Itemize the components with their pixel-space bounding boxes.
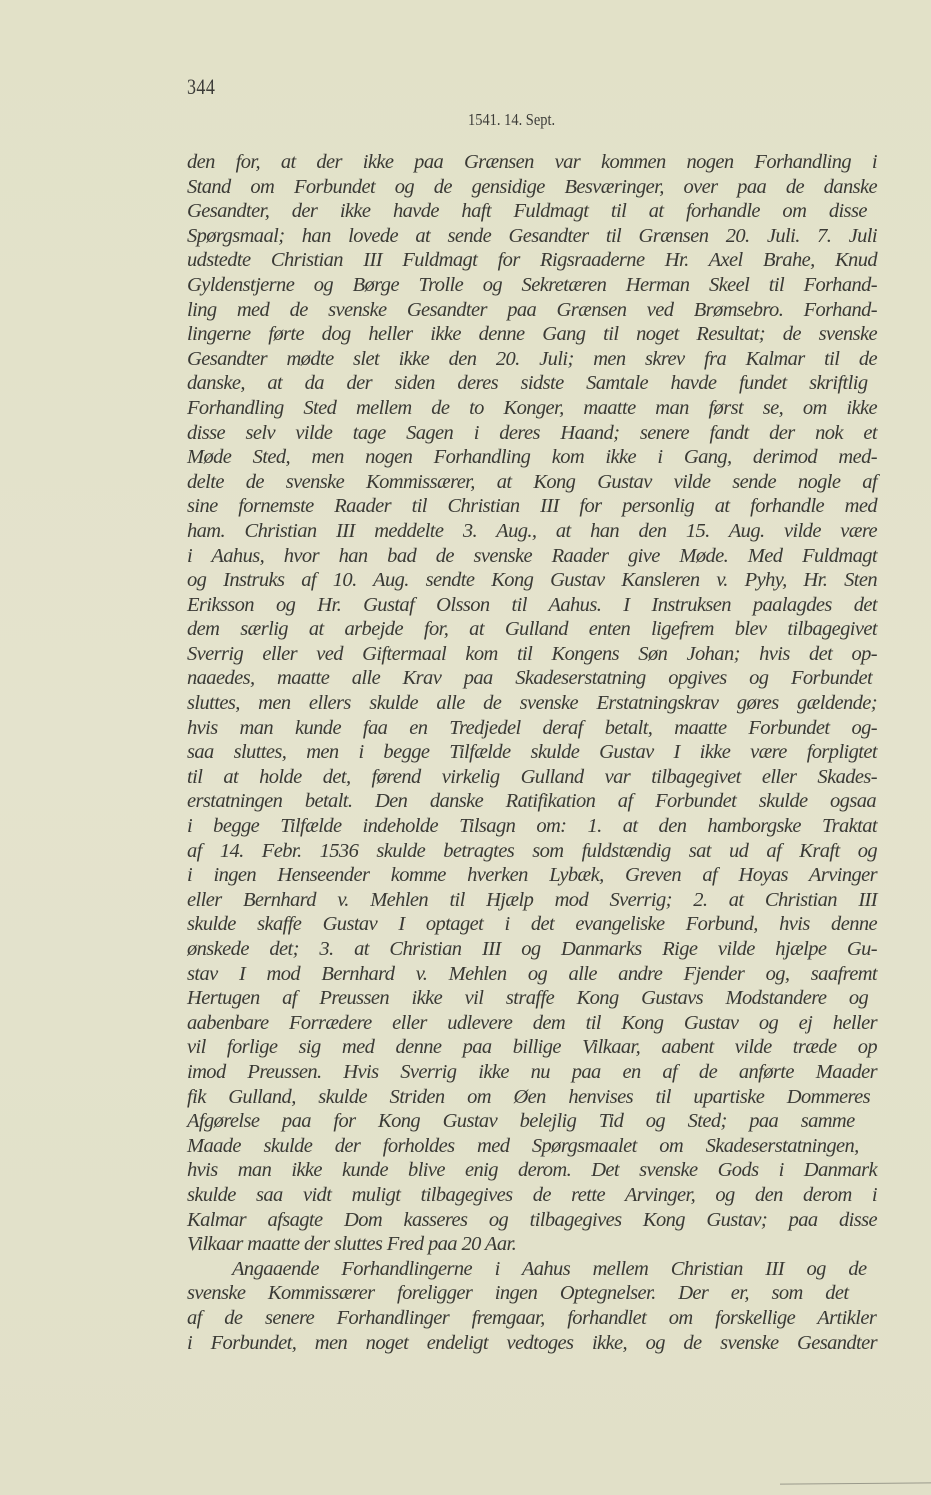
text-line: til at holde det, førend virkelig Gulland var tilbagegivet eller Skades-	[187, 765, 877, 788]
text-line: skulde skaffe Gustav I optaget i det evangeliske Forbund, hvis denne	[187, 913, 877, 936]
text-line: Hertugen af Preussen ikke vil straffe Kong Gustavs Modstandere og	[187, 987, 869, 1010]
text-line: hvis man ikke kunde blive enig derom. Det svenske Gods i Danmark	[187, 1159, 877, 1182]
text-line: i Forbundet, men noget endeligt vedtoges ikke, og de svenske Gesandter	[187, 1331, 877, 1354]
text-line: ling med de svenske Gesandter paa Grænsen ved Brømsebro. Forhand-	[187, 298, 877, 321]
text-line: Eriksson og Hr. Gustaf Olsson til Aahus. I Instruksen paalagdes det	[187, 593, 877, 616]
text-line: svenske Kommissærer foreligger ingen Optegnelser. Der er, som det	[187, 1282, 849, 1305]
text-line: Gesandter mødte slet ikke den 20. Juli; men skrev fra Kalmar til de	[187, 347, 877, 370]
page-edge-line	[780, 1482, 931, 1484]
text-line: skulde saa vidt muligt tilbagegives de rette Arvinger, og den derom i	[187, 1183, 877, 1206]
text-line: af de senere Forhandlinger fremgaar, forhandlet om forskellige Artikler	[187, 1306, 877, 1329]
text-line: i Aahus, hvor han bad de svenske Raader give Møde. Med Fuldmagt	[187, 544, 877, 567]
text-line: Sverrig eller ved Giftermaal kom til Kongens Søn Johan; hvis det op-	[187, 642, 877, 665]
text-line: erstatningen betalt. Den danske Ratifikation af Forbundet skulde ogsaa	[187, 790, 877, 813]
text-line: stav I mod Bernhard v. Mehlen og alle andre Fjender og, saafremt	[187, 962, 877, 985]
text-line: Forhandling Sted mellem de to Konger, maatte man først se, om ikke	[187, 396, 877, 419]
text-line: Afgørelse paa for Kong Gustav belejlig Tid og Sted; paa samme	[187, 1110, 855, 1133]
text-line: Stand om Forbundet og de gensidige Besværinger, over paa de danske	[187, 175, 877, 198]
text-line: Vilkaar maatte der sluttes Fred paa 20 Aar.	[187, 1233, 517, 1256]
text-line: fik Gulland, skulde Striden om Øen henvises til upartiske Dommeres	[187, 1085, 871, 1108]
text-line: vil forlige sig med denne paa billige Vilkaar, aabent vilde træde op	[187, 1036, 877, 1059]
text-line: delte de svenske Kommissærer, at Kong Gustav vilde sende nogle af	[187, 470, 877, 493]
text-line: af 14. Febr. 1536 skulde betragtes som fuldstændig sat ud af Kraft og	[187, 839, 877, 862]
text-line: den for, at der ikke paa Grænsen var kommen nogen Forhandling i	[187, 151, 877, 173]
text-line: ham. Christian III meddelte 3. Aug., at han den 15. Aug. vilde være	[187, 519, 877, 542]
running-head: 1541. 14. Sept.	[468, 110, 556, 129]
page-number: 344	[187, 74, 216, 99]
text-line: Maade skulde der forholdes med Spørgsmaalet om Skadeserstatningen,	[187, 1134, 859, 1157]
text-line: Kalmar afsagte Dom kasseres og tilbagegives Kong Gustav; paa disse	[187, 1208, 877, 1231]
text-line: eller Bernhard v. Mehlen til Hjælp mod Sverrig; 2. at Christian III	[187, 888, 877, 911]
text-line: Gesandter, der ikke havde haft Fuldmagt til at forhandle om disse	[187, 200, 867, 223]
text-line: Møde Sted, men nogen Forhandling kom ikke i Gang, derimod med-	[187, 446, 877, 469]
text-line: Angaaende Forhandlingerne i Aahus mellem Christian III og de	[232, 1257, 867, 1280]
text-line: Gyldenstjerne og Børge Trolle og Sekretæren Herman Skeel til Forhand-	[187, 273, 877, 296]
text-line: Spørgsmaal; han lovede at sende Gesandter til Grænsen 20. Juli. 7. Juli	[187, 224, 877, 247]
text-line: disse selv vilde tage Sagen i deres Haand; senere fandt der nok et	[187, 421, 877, 444]
text-line: imod Preussen. Hvis Sverrig ikke nu paa en af de anførte Maader	[187, 1060, 877, 1083]
text-line: danske, at da der siden deres sidste Samtale havde fundet skriftlig	[187, 372, 868, 395]
text-line: lingerne førte dog heller ikke denne Gang til noget Resultat; de svenske	[187, 323, 877, 346]
text-line: saa sluttes, men i begge Tilfælde skulde Gustav I ikke være forpligtet	[187, 741, 877, 764]
text-line: sluttes, men ellers skulde alle de svenske Erstatningskrav gøres gældende;	[187, 692, 877, 715]
text-line: dem særlig at arbejde for, at Gulland enten ligefrem blev tilbagegivet	[187, 618, 877, 641]
text-line: ønskede det; 3. at Christian III og Danmarks Rige vilde hjælpe Gu-	[187, 938, 877, 960]
body-text	[187, 150, 877, 1355]
text-line: aabenbare Forrædere eller udlevere dem til Kong Gustav og ej heller	[187, 1011, 877, 1034]
text-line: hvis man kunde faa en Tredjedel deraf betalt, maatte Forbundet og-	[187, 716, 877, 739]
text-line: i begge Tilfælde indeholde Tilsagn om: 1. at den hamborgske Traktat	[187, 815, 877, 838]
text-line: naaedes, maatte alle Krav paa Skadeserstatning opgives og Forbundet	[187, 667, 873, 690]
text-line: og Instruks af 10. Aug. sendte Kong Gustav Kansleren v. Pyhy, Hr. Sten	[187, 569, 877, 592]
text-line: i ingen Henseender komme hverken Lybæk, Greven af Hoyas Arvinger	[187, 864, 877, 887]
text-line: sine fornemste Raader til Christian III for personlig at forhandle med	[187, 495, 877, 518]
text-line: udstedte Christian III Fuldmagt for Rigsraaderne Hr. Axel Brahe, Knud	[187, 249, 877, 272]
